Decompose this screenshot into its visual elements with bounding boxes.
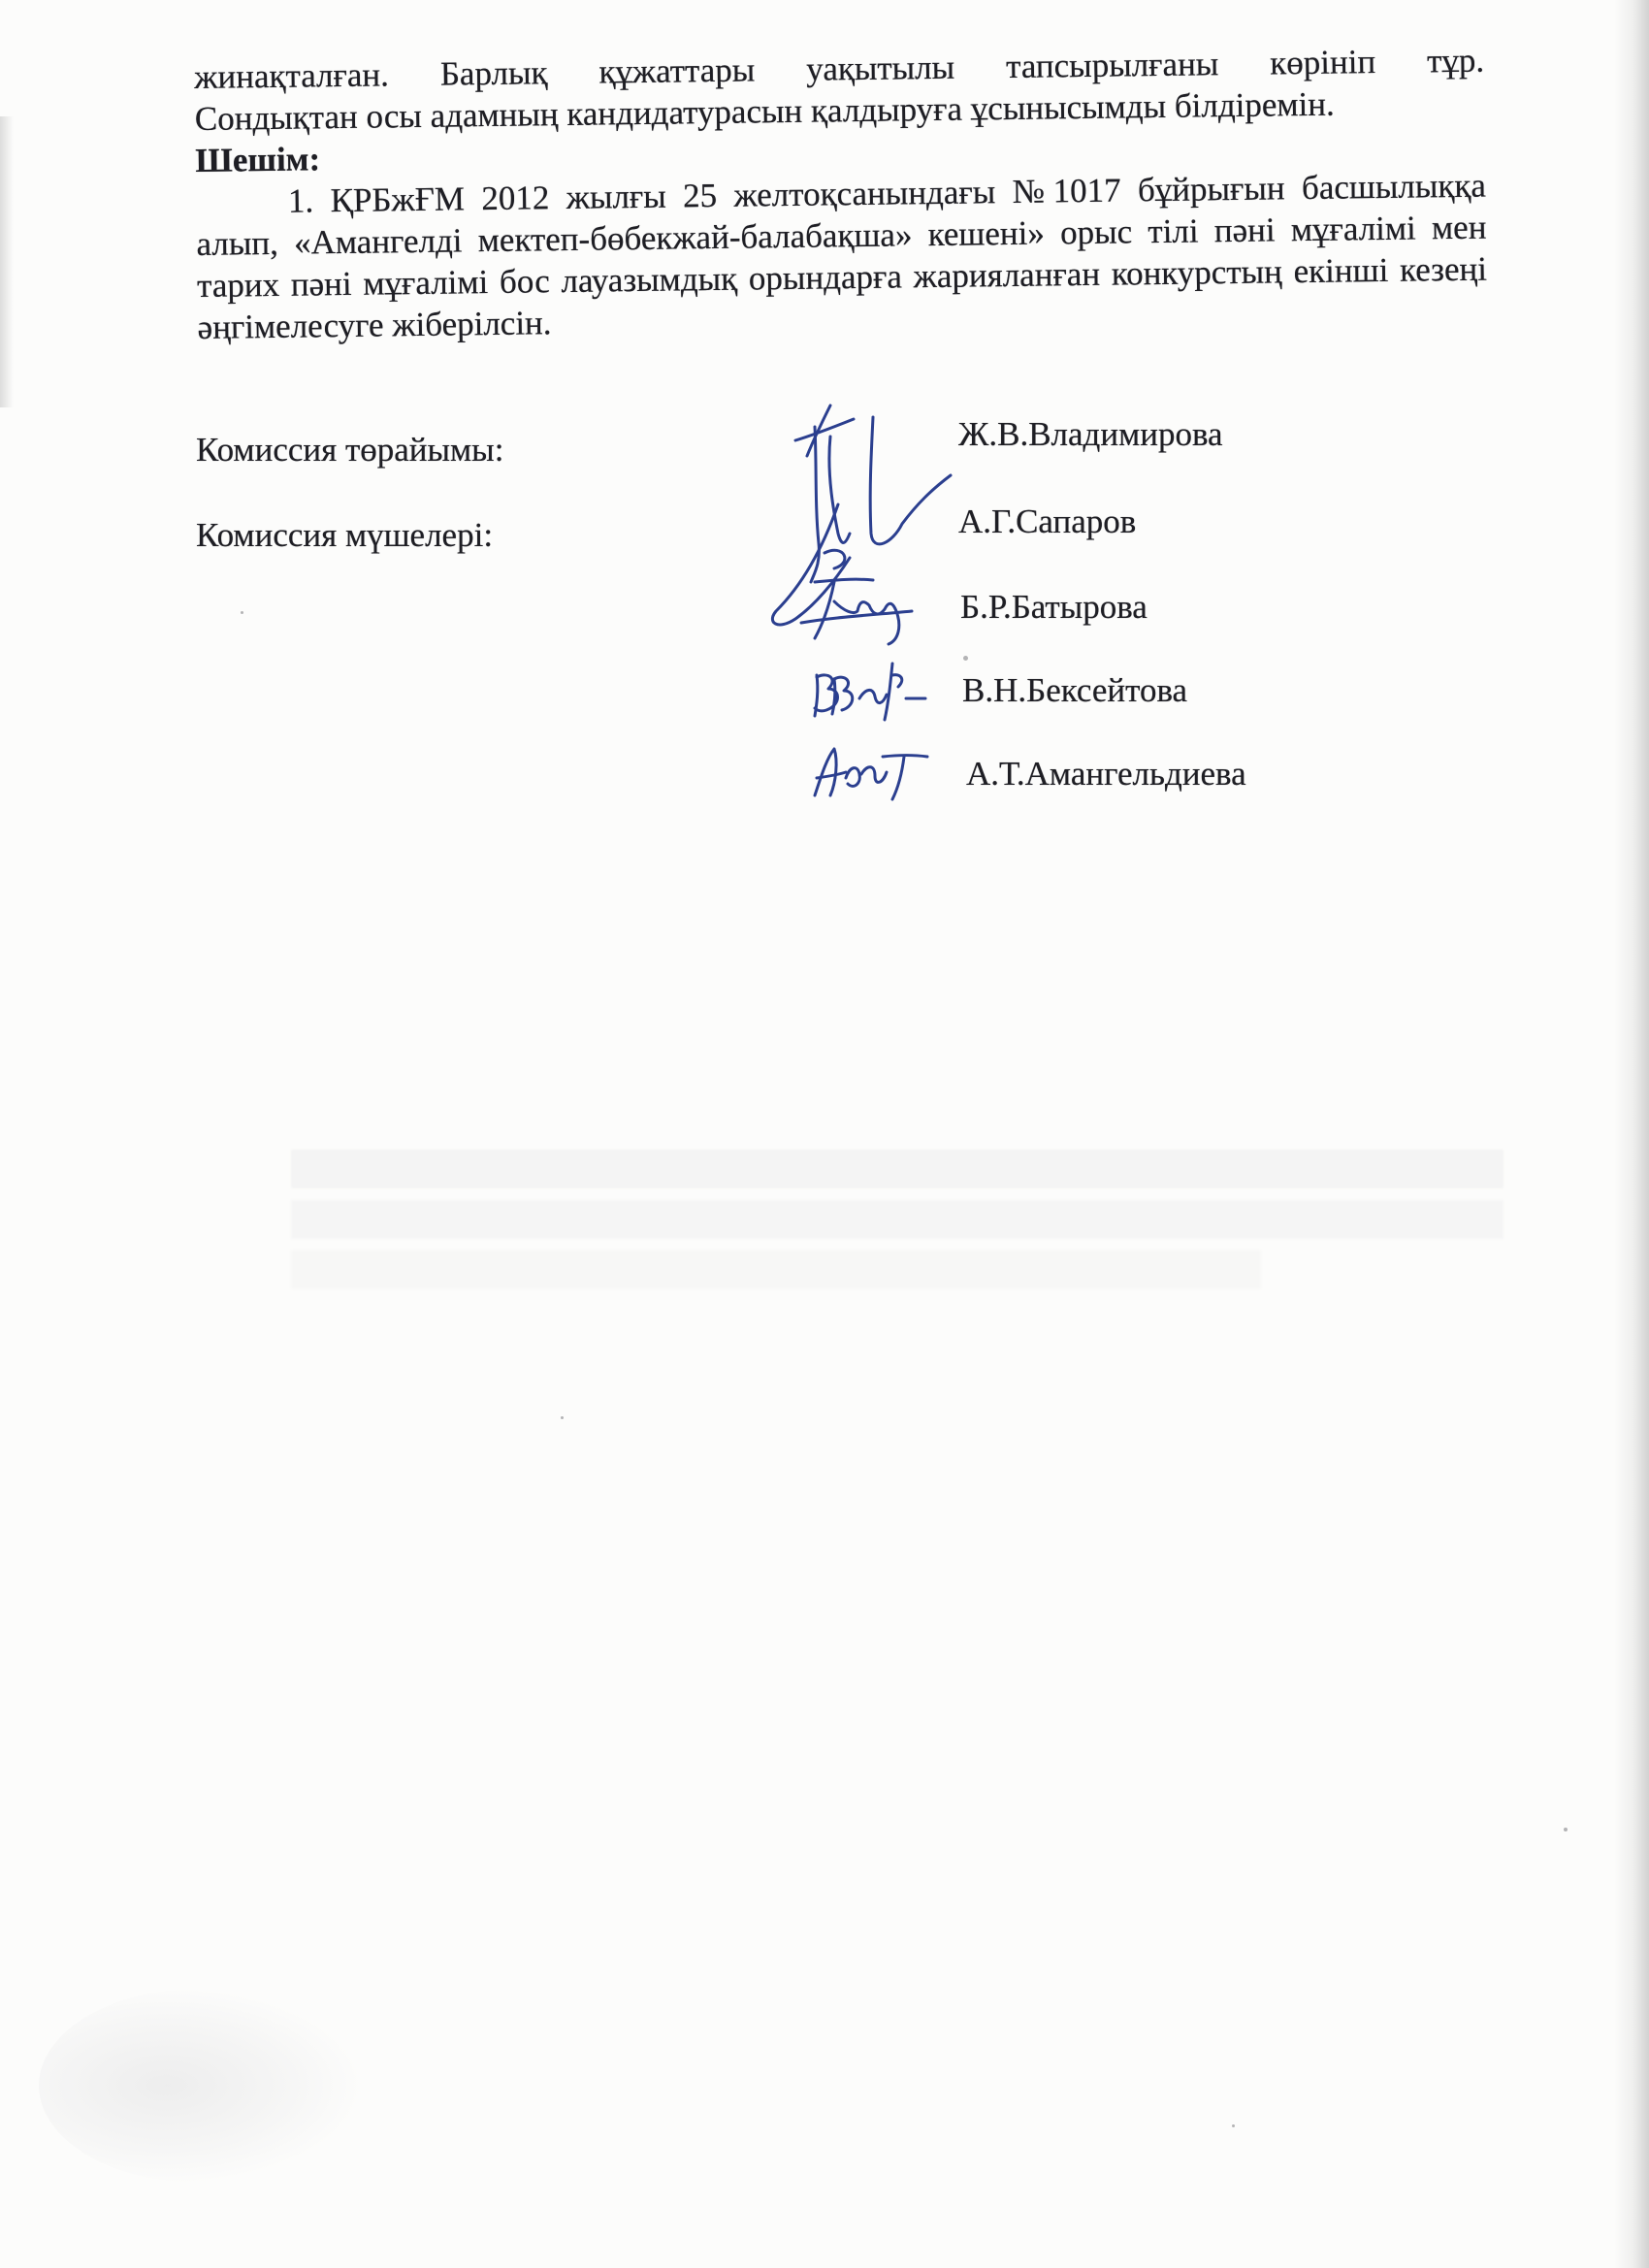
decision-heading: Шешім:: [195, 140, 321, 179]
dust-speck: [1564, 1828, 1568, 1831]
signatory-name-1: Ж.В.Владимирова: [958, 415, 1223, 453]
dust-speck: [963, 656, 968, 661]
signatory-name-3: Б.Р.Батырова: [960, 588, 1148, 626]
dust-speck: [561, 1416, 564, 1419]
bleed-through-shadow: [291, 1150, 1504, 1289]
signature-member-5: [807, 739, 933, 807]
signature-member-3: [795, 572, 941, 650]
commission-chair-label: Комиссия төрайымы:: [196, 431, 504, 469]
signatory-name-5: А.Т.Амангельдиева: [966, 755, 1246, 793]
paragraph-continuation: жинақталған. Барлық құжаттары уақытылы тапсырылғаны көрініп тұр.: [194, 41, 1485, 96]
signature-block: [0, 0, 1649, 873]
paragraph-conclusion: Сондықтан осы адамның кандидатурасын қалдыруға ұсынысымды білдіремін.: [194, 84, 1335, 138]
commission-members-label: Комиссия мүшелері:: [196, 516, 494, 554]
signatory-name-4: В.Н.Бексейтова: [962, 671, 1188, 709]
signatory-name-2: А.Г.Сапаров: [958, 502, 1137, 540]
decision-item-1: 1. ҚРБжҒМ 2012 жылғы 25 желтоқсанындағы №1017 бұйрығын басшылыққа алып, «Амангелді мектеп-бөбекжай-балабақша» кешені» орыс тілі пәні мұғалімі мен тарих пәні мұғалімі бос лауазымдық орындарға жарияланған конкурстың екінші кезеңі әңгімелесуге жіберілсін.: [196, 166, 1488, 346]
dust-speck: [241, 611, 243, 614]
signature-member-4: [805, 656, 951, 724]
dust-speck: [1232, 2124, 1235, 2127]
paper-smudge: [39, 1989, 359, 2183]
